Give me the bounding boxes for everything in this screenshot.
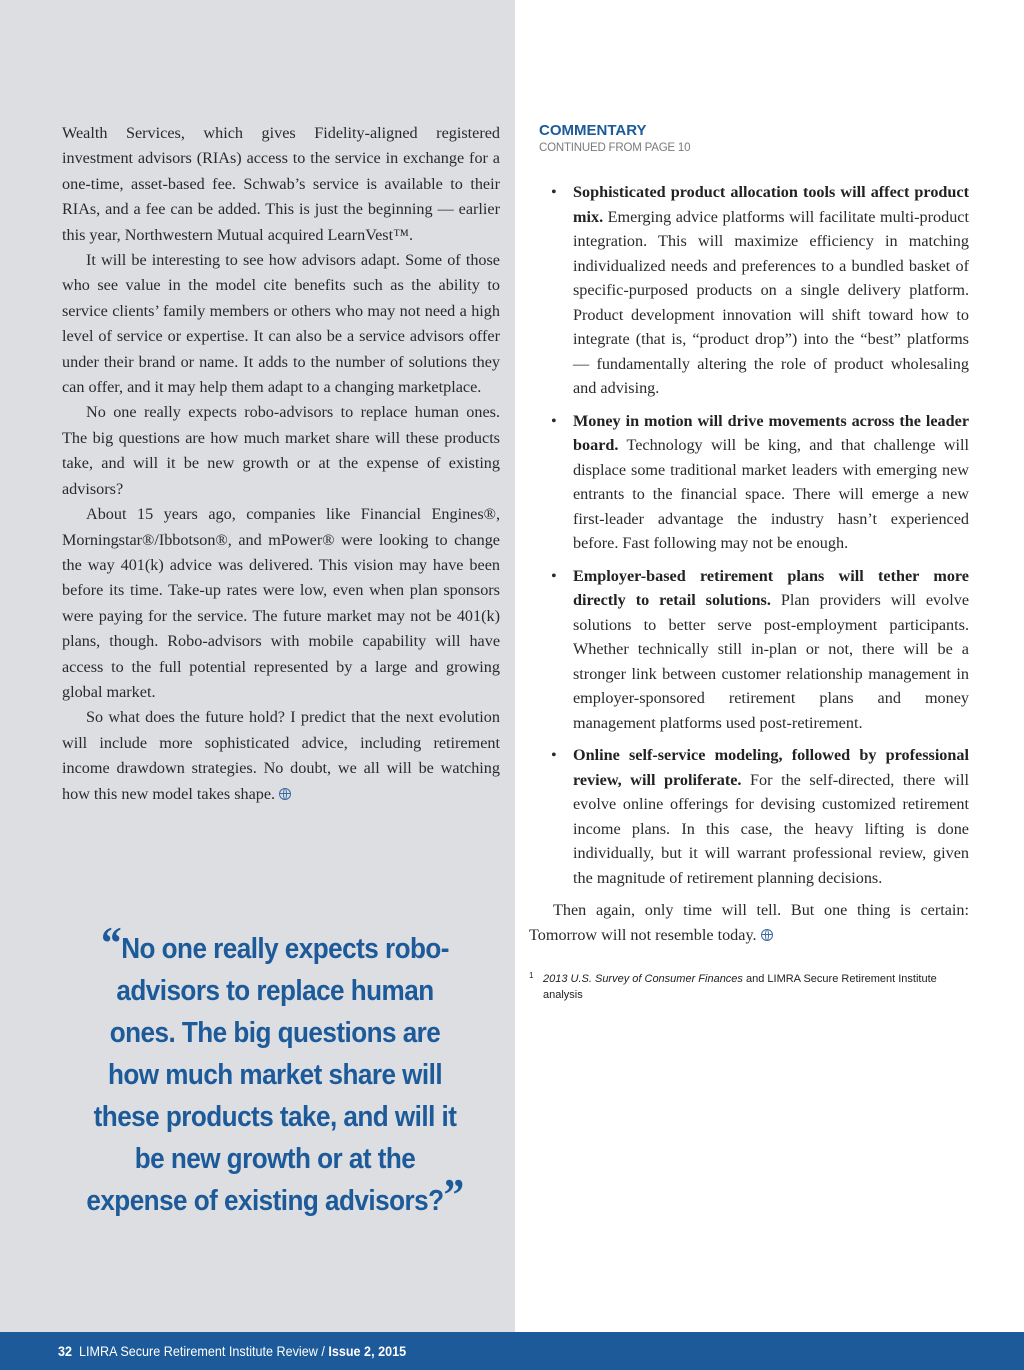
right-column [529, 122, 969, 1003]
bullet-lead: Sophisticated product allocation tools will affect product mix. [573, 183, 969, 226]
page-footer [0, 1332, 1024, 1370]
close-quote-mark: ” [443, 1169, 464, 1220]
list-item [529, 409, 969, 556]
footnote-text: and LIMRA Secure Retirement Institute analysis [543, 973, 937, 1001]
closing-text: Then again, only time will tell. But one thing is certain: Tomorrow will not resemble today. [529, 901, 969, 944]
issue-label: Issue 2, 2015 [328, 1343, 407, 1359]
footer-content [58, 1332, 406, 1370]
closing-paragraph [529, 898, 969, 947]
list-item [529, 564, 969, 736]
bullet-icon: • [551, 746, 557, 764]
paragraph: It will be interesting to see how advisors adapt. Some of those who see value in the model cite benefits such as the ability to service clients’ family members or others who may not need a high level of service or expertise. It can also be a service advisors offer under their brand or name. It adds to the number of solutions they can offer, and it may help them adapt to a changing marketplace. [62, 251, 500, 397]
paragraph-text: So what does the future hold? I predict that the next evolution will include more sophisticated advice, including retirement income drawdown strategies. No doubt, we all will be watching how this new model takes shape. [62, 708, 500, 803]
bullet-icon: • [551, 411, 557, 430]
open-quote-mark: “ [101, 917, 122, 968]
globe-end-icon [761, 929, 773, 941]
publication-name: LIMRA Secure Retirement Institute Review [79, 1343, 318, 1359]
footnote-number: 1 [529, 971, 534, 980]
bullet-lead: Money in motion will drive movements across the leader board. [573, 411, 969, 454]
footer-separator: / [317, 1343, 329, 1359]
bullet-body: Technology will be king, and that challenge will displace some traditional market leaders with emerging new entrants to the financial space. There will emerge a new first-leader advantage the industry hasn’t experienced before. Fast following may not be enough. [573, 436, 969, 552]
footnote [529, 971, 969, 1003]
bullet-body: For the self-directed, there will evolve online offerings for devising customized retirement income plans. In this case, the heavy lifting is done individually, but it will warrant professional review, given the magnitude of retirement planning decisions. [573, 770, 970, 887]
bullet-icon: • [551, 566, 557, 585]
paragraph: Wealth Services, which gives Fidelity-aligned registered investment advisors (RIAs) access to the service in exchange for a one-time, asset-based fee. Schwab’s service is available to their RIAs, and a fee can be added. This is just the beginning — earlier this year, Northwestern Mutual acquired LearnVest™. [62, 124, 500, 244]
footnote-source-title: 2013 U.S. Survey of Consumer Finances [543, 973, 743, 985]
pull-quote-text: No one really expects robo-advisors to replace human ones. The big questions are how much market share will these products take, and will it be new growth or at the expense of existing advisors? [86, 933, 457, 1217]
bullet-body: Emerging advice platforms will facilitate multi-product integration. This will maximize efficiency in matching individualized needs and preferences to a bundled basket of specific-purposed products on a single delivery platform. Product development innovation will shift toward how to integrate (that is, “product drop”) into the “best” platforms — fundamentally altering the role of product wholesaling and advising. [573, 207, 969, 397]
list-item [529, 180, 969, 401]
bullet-lead: Online self-service modeling, followed by professional review, will proliferate. [573, 746, 969, 789]
bullet-list [529, 180, 969, 890]
paragraph: About 15 years ago, companies like Financial Engines®, Morningstar®/Ibbotson®, and mPower® were looking to change the way 401(k) advice was delivered. This vision may have been before its time. Take-up rates were low, even when plan sponsors were paying for the service. The future market may not be 401(k) plans, though. Robo-advisors with mobile capability will have access to the full potential represented by a large and growing global market. [62, 505, 500, 701]
bullet-lead: Employer-based retirement plans will tether more directly to retail solutions. [573, 566, 969, 609]
globe-end-icon [279, 788, 291, 800]
bullet-body: Plan providers will evolve solutions to better serve post-employment participants. Whether technically still in-plan or not, there will be a stronger link between customer relationship management in employer-sponsored retirement plans and money management platforms used post-retirement. [573, 591, 970, 732]
paragraph: No one really expects robo-advisors to replace human ones. The big questions are how much market share will these products take, and will it be new growth or at the expense of existing advisors? [62, 403, 500, 498]
section-heading: COMMENTARY [539, 122, 647, 139]
list-item [529, 743, 969, 890]
pull-quote [83, 917, 466, 1222]
bullet-icon: • [551, 183, 557, 201]
paragraph-final [62, 705, 500, 807]
continued-from-label: CONTINUED FROM PAGE 10 [539, 142, 691, 154]
page-number: 32 [58, 1343, 73, 1359]
left-column [62, 121, 500, 807]
